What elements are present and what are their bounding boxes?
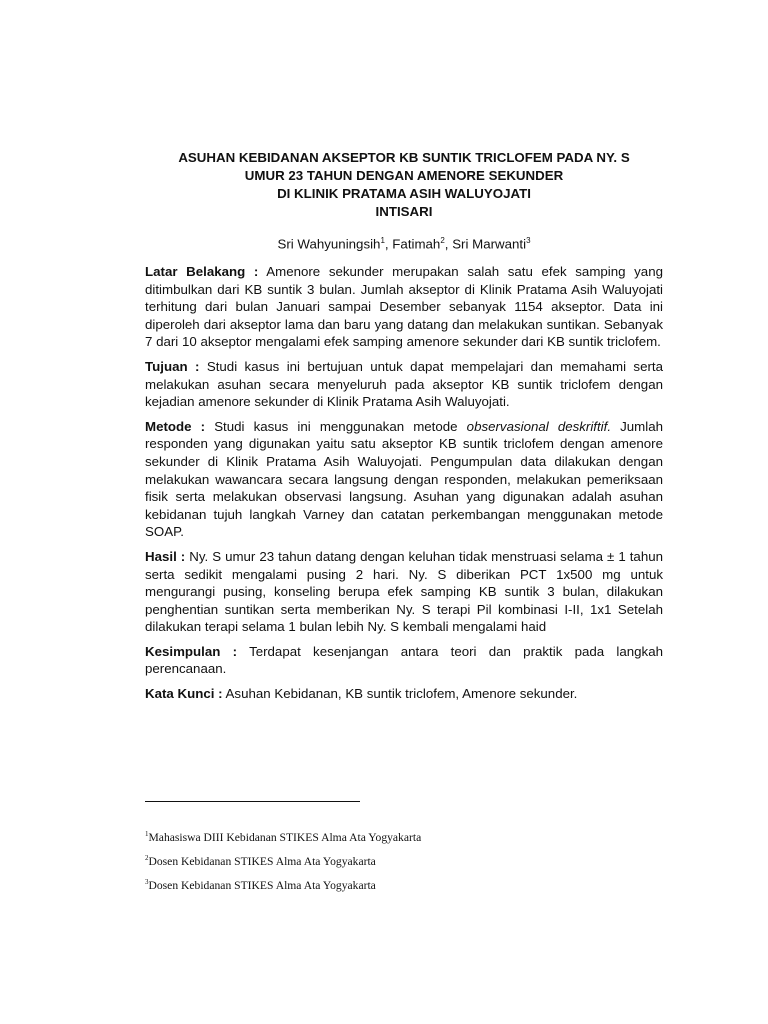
paragraph-italic-text: observasional deskriftif. <box>466 418 612 434</box>
paragraph-label: Latar Belakang : <box>145 264 259 279</box>
author-name: Fatimah <box>392 236 441 252</box>
author-list <box>145 232 663 253</box>
abstract-kesimpulan <box>145 643 663 678</box>
author-separator: , <box>384 236 393 252</box>
footnote-text: Dosen Kebidanan STIKES Alma Ata Yogyakarta <box>148 878 376 892</box>
paragraph-label: Tujuan : <box>145 358 200 374</box>
paragraph-text: Asuhan Kebidanan, KB suntik triclofem, Amenore sekunder. <box>225 686 578 702</box>
abstract-latar-belakang <box>145 263 663 351</box>
footnote-text: Mahasiswa DIII Kebidanan STIKES Alma Ata Yogyakarta <box>148 830 422 844</box>
abstract-hasil <box>145 548 663 636</box>
author-name: Sri Wahyuningsih <box>277 236 381 252</box>
abstract-kata-kunci <box>145 685 663 703</box>
paragraph-label: Kata Kunci : <box>145 686 223 702</box>
paragraph-text: Studi kasus ini menggunakan metode <box>214 418 458 434</box>
author-separator: , <box>444 236 453 252</box>
document-title <box>145 149 663 221</box>
title-line: DI KLINIK PRATAMA ASIH WALUYOJATI <box>277 186 531 201</box>
abstract <box>145 263 663 710</box>
paragraph-text: Studi kasus ini bertujuan untuk dapat mempelajari dan memahami serta melakukan asuhan secara menyeluruh pada akseptor KB suntik triclofem dengan kejadian amenore sekunder di Klinik Pratama Asih Waluyojati. <box>145 358 663 410</box>
paragraph-text: Jumlah responden yang digunakan yaitu satu akseptor KB suntik triclofem dengan amenore sekunder di Klinik Pratama Asih Waluyojati. Pengumpulan data dilakukan dengan melakukan wawancara secara langsung dengan responden, melakukan pemeriksaan fisik serta melakukan observasi langsung. Asuhan yang digunakan adalah asuhan kebidanan tujuh langkah Varney dan catatan perkembangan menggunakan metode SOAP. <box>145 418 664 540</box>
paragraph-label: Metode : <box>145 418 206 434</box>
footnotes <box>145 824 665 896</box>
footnote-item <box>145 824 665 848</box>
paragraph-label: Kesimpulan : <box>145 643 238 659</box>
footnote-mark: 2 <box>145 853 149 862</box>
abstract-metode <box>145 418 663 541</box>
footnote-mark: 1 <box>145 830 149 838</box>
section-heading-intisari: INTISARI <box>375 204 433 219</box>
paragraph-label: Hasil : <box>145 548 186 564</box>
footnote-item <box>145 872 665 896</box>
author-affiliation-mark: 1 <box>380 236 385 245</box>
footnote-item <box>145 848 665 872</box>
author-affiliation-mark: 2 <box>440 236 445 245</box>
title-line: UMUR 23 TAHUN DENGAN AMENORE SEKUNDER <box>244 168 564 183</box>
footnote-divider <box>145 801 360 802</box>
footnote-mark: 3 <box>145 877 149 886</box>
paragraph-text: Ny. S umur 23 tahun datang dengan keluhan tidak menstruasi selama ± 1 tahun serta sedikit mengalami pusing 2 hari. Ny. S diberikan PCT 1x500 mg untuk mengurangi pusing, konseling berupa efek samping KB suntik 3 bulan, dilakukan penghentian suntikan serta memberikan Ny. S terapi Pil kombinasi I-II, 1x1 Setelah dilakukan terapi selama 1 bulan lebih Ny. S kembali mengalami haid <box>145 548 664 635</box>
title-line: ASUHAN KEBIDANAN AKSEPTOR KB SUNTIK TRICLOFEM PADA NY. S <box>178 150 630 165</box>
author-name: Sri Marwanti <box>452 236 527 252</box>
paragraph-text: Amenore sekunder merupakan salah satu efek samping yang ditimbulkan dari KB suntik 3 bulan. Jumlah akseptor di Klinik Pratama Asih Waluyojati terhitung dari bulan Januari sampai Desember sebanyak 1154 akseptor. Data ini diperoleh dari akseptor lama dan baru yang datang dan melakukan suntikan. Sebanyak 7 dari 10 akseptor mengalami efek samping amenore sekunder dari KB suntik triclofem. <box>145 264 663 350</box>
footnote-text: Dosen Kebidanan STIKES Alma Ata Yogyakarta <box>148 854 376 868</box>
abstract-tujuan <box>145 358 663 411</box>
author-affiliation-mark: 3 <box>526 236 531 245</box>
paragraph-text: Terdapat kesenjangan antara teori dan praktik pada langkah perencanaan. <box>145 643 663 677</box>
